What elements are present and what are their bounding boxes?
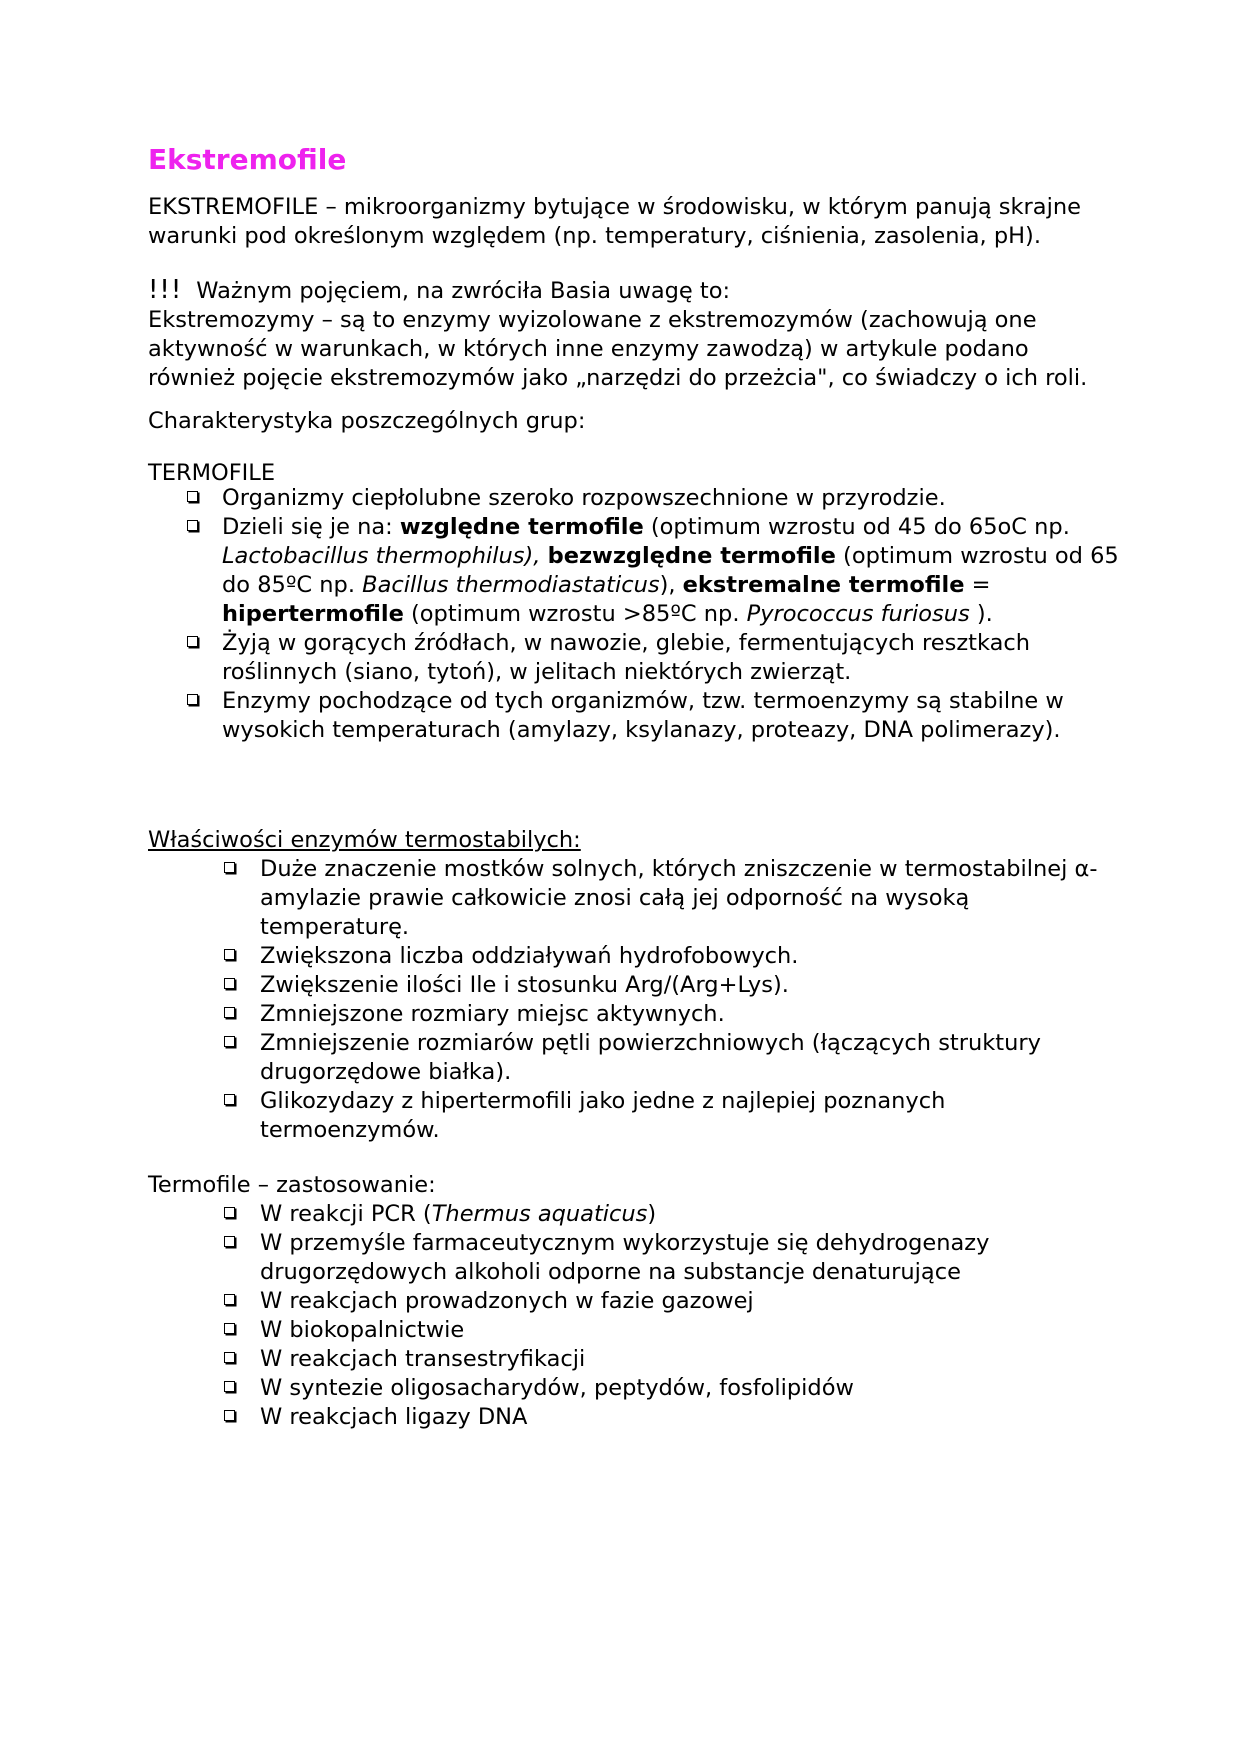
square-bullet-icon	[224, 1036, 235, 1047]
square-bullet-icon	[224, 949, 235, 960]
list-item: Enzymy pochodzące od tych organizmów, tzw. termoenzymy są stabilne w wysokich temperaturach (amylazy, ksylanazy, proteazy, DNA polimerazy).	[222, 687, 1119, 745]
list-item: Dzieli się je na: względne termofile (optimum wzrostu od 45 do 65oC np. Lactobacillus thermophilus), bezwzględne termofile (optimum wzrostu od 65 do 85ºC np. Bacillus thermodiastaticus), ekstremalne termofile = hipertermofile (optimum wzrostu >85ºC np. Pyrococcus furiosus ).	[222, 513, 1119, 629]
square-bullet-icon	[224, 1007, 235, 1018]
term-bezwzgledne: bezwzględne termofile	[547, 543, 836, 569]
square-bullet-icon	[224, 1294, 235, 1305]
species-name: Pyrococcus furiosus	[746, 601, 970, 627]
square-bullet-icon	[224, 1207, 235, 1218]
applications-heading: Termofile – zastosowanie:	[148, 1172, 436, 1198]
list-item: Zmniejszenie rozmiarów pętli powierzchniowych (łączących struktury drugorzędowe białka).	[260, 1029, 1098, 1087]
term-ekstremalne: ekstremalne termofile	[682, 572, 965, 598]
term-wzgledne: względne termofile	[399, 514, 644, 540]
list-item: Zwiększona liczba oddziaływań hydrofobowych.	[260, 942, 1098, 971]
square-bullet-icon	[187, 520, 198, 531]
list-item: W reakcjach prowadzonych w fazie gazowej	[260, 1287, 989, 1316]
note-line-1: !!! Ważnym pojęciem, na zwróciła Basia uwagę to:	[148, 275, 731, 305]
exclamation-marker: !!!	[148, 275, 183, 305]
note-line-3: aktywność w warunkach, w których inne enzymy zawodzą) w artykule podano	[148, 336, 1029, 362]
list-item: Duże znaczenie mostków solnych, których zniszczenie w termostabilnej α- amylazie prawie całkowicie znosi całą jej odporność na wysoką temperaturę.	[260, 855, 1098, 942]
list-item: Organizmy ciepłolubne szeroko rozpowszechnione w przyrodzie.	[222, 484, 1119, 513]
species-name: Bacillus thermodiastaticus	[362, 572, 660, 598]
list-item: W biokopalnictwie	[260, 1316, 989, 1345]
list-item: Glikozydazy z hipertermofili jako jedne z najlepiej poznanych termoenzymów.	[260, 1087, 1098, 1145]
species-name: Lactobacillus thermophilus),	[222, 543, 541, 569]
list-item: Żyją w gorących źródłach, w nawozie, glebie, fermentujących resztkach roślinnych (siano, tytoń), w jelitach niektórych zwierząt.	[222, 629, 1119, 687]
note-line-2: Ekstremozymy – są to enzymy wyizolowane z ekstremozymów (zachowują one	[148, 307, 1037, 333]
list-item: W reakcjach transestryfikacji	[260, 1345, 989, 1374]
properties-list	[260, 855, 1098, 1145]
square-bullet-icon	[224, 1094, 235, 1105]
square-bullet-icon	[224, 1236, 235, 1247]
square-bullet-icon	[224, 862, 235, 873]
square-bullet-icon	[224, 978, 235, 989]
definition-line-2: warunki pod określonym względem (np. temperatury, ciśnienia, zasolenia, pH).	[148, 223, 1041, 249]
square-bullet-icon	[224, 1323, 235, 1334]
note-line-4: również pojęcie ekstremozymów jako „narzędzi do przeżcia", co świadczy o ich roli.	[148, 365, 1088, 391]
list-item: Zwiększenie ilości Ile i stosunku Arg/(Arg+Lys).	[260, 971, 1098, 1000]
square-bullet-icon	[187, 694, 198, 705]
species-name: Thermus aquaticus	[431, 1201, 648, 1227]
note-paragraph	[148, 276, 1108, 393]
square-bullet-icon	[224, 1410, 235, 1421]
square-bullet-icon	[187, 491, 198, 502]
termofile-heading: TERMOFILE	[148, 460, 276, 486]
square-bullet-icon	[224, 1381, 235, 1392]
definition-paragraph	[148, 193, 1108, 251]
properties-heading: Właściwości enzymów termostabilych:	[148, 827, 581, 853]
list-item: W przemyśle farmaceutycznym wykorzystuje się dehydrogenazy drugorzędowych alkoholi odporne na substancje denaturujące	[260, 1229, 989, 1287]
applications-list	[260, 1200, 989, 1432]
definition-line-1: EKSTREMOFILE – mikroorganizmy bytujące w środowisku, w którym panują skrajne	[148, 194, 1081, 220]
list-item: Zmniejszone rozmiary miejsc aktywnych.	[260, 1000, 1098, 1029]
square-bullet-icon	[187, 636, 198, 647]
definition-term: EKSTREMOFILE	[148, 194, 319, 220]
characteristics-heading: Charakterystyka poszczególnych grup:	[148, 408, 586, 434]
page-title: Ekstremofile	[148, 143, 347, 176]
list-item: W reakcji PCR (Thermus aquaticus)	[260, 1200, 989, 1229]
list-item: W syntezie oligosacharydów, peptydów, fosfolipidów	[260, 1374, 989, 1403]
square-bullet-icon	[224, 1352, 235, 1363]
term-hipertermofile: hipertermofile	[222, 601, 404, 627]
termofile-list	[222, 484, 1119, 745]
list-item: W reakcjach ligazy DNA	[260, 1403, 989, 1432]
